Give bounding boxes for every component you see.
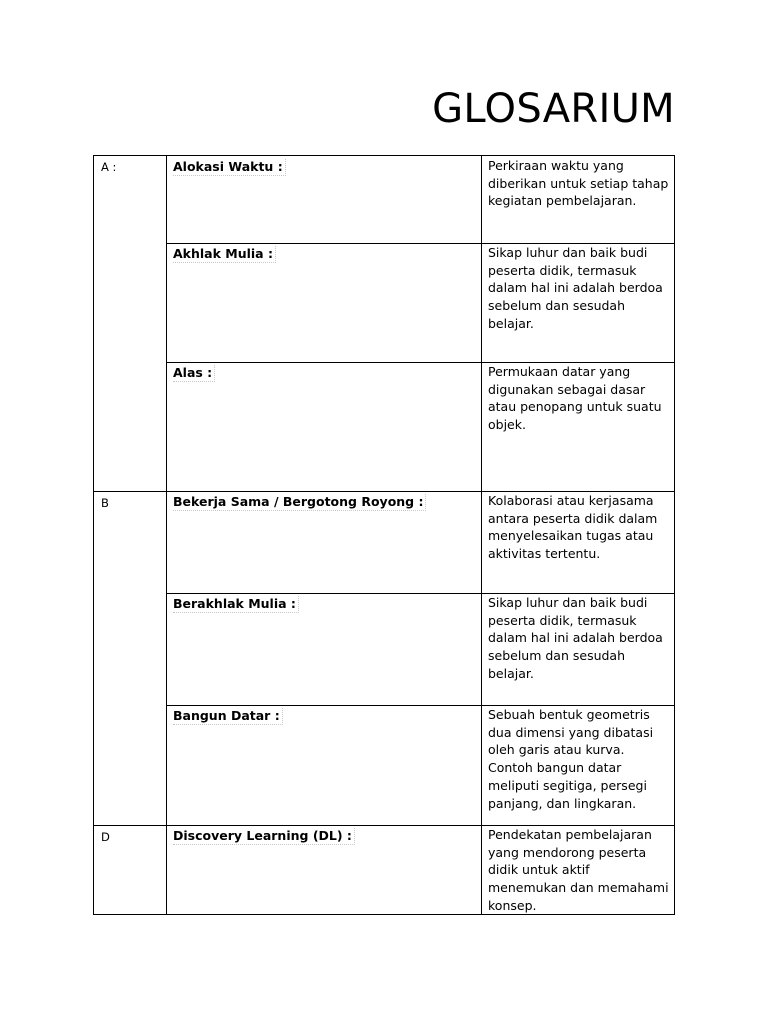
glossary-table [93, 155, 675, 915]
group-letter-d: D [101, 830, 110, 844]
glossary-definition: Sikap luhur dan baik budi peserta didik, termasuk dalam hal ini adalah berdoa sebelum dan sesudah belajar. [488, 595, 663, 681]
glossary-definition: Sebuah bentuk geometris dua dimensi yang dibatasi oleh garis atau kurva. Contoh bangun datar meliputi segitiga, persegi panjang, dan lingkaran. [488, 707, 654, 811]
glossary-term: Bekerja Sama / Bergotong Royong : [173, 494, 426, 511]
glossary-definition: Permukaan datar yang digunakan sebagai dasar atau penopang untuk suatu objek. [488, 364, 662, 433]
glossary-term: Discovery Learning (DL) : [173, 828, 355, 845]
glossary-definition: Kolaborasi atau kerjasama antara peserta didik dalam menyelesaikan tugas atau aktivitas tertentu. [488, 493, 658, 562]
group-letter-a: A : [101, 160, 117, 174]
glossary-term: Berakhlak Mulia : [173, 596, 299, 613]
glossary-term: Alas : [173, 365, 215, 382]
page-title: GLOSARIUM [432, 86, 675, 132]
group-letter-b: B [101, 496, 109, 510]
column-divider-definition [481, 156, 482, 914]
glossary-definition: Pendekatan pembelajaran yang mendorong peserta didik untuk aktif menemukan dan memahami konsep. [488, 827, 669, 913]
glossary-definition: Sikap luhur dan baik budi peserta didik, termasuk dalam hal ini adalah berdoa sebelum dan sesudah belajar. [488, 245, 663, 331]
column-divider-letter [166, 156, 167, 914]
glossary-definition: Perkiraan waktu yang diberikan untuk setiap tahap kegiatan pembelajaran. [488, 158, 669, 209]
glossary-term: Akhlak Mulia : [173, 246, 276, 263]
glossary-term: Bangun Datar : [173, 708, 283, 725]
glossary-term: Alokasi Waktu : [173, 159, 286, 176]
